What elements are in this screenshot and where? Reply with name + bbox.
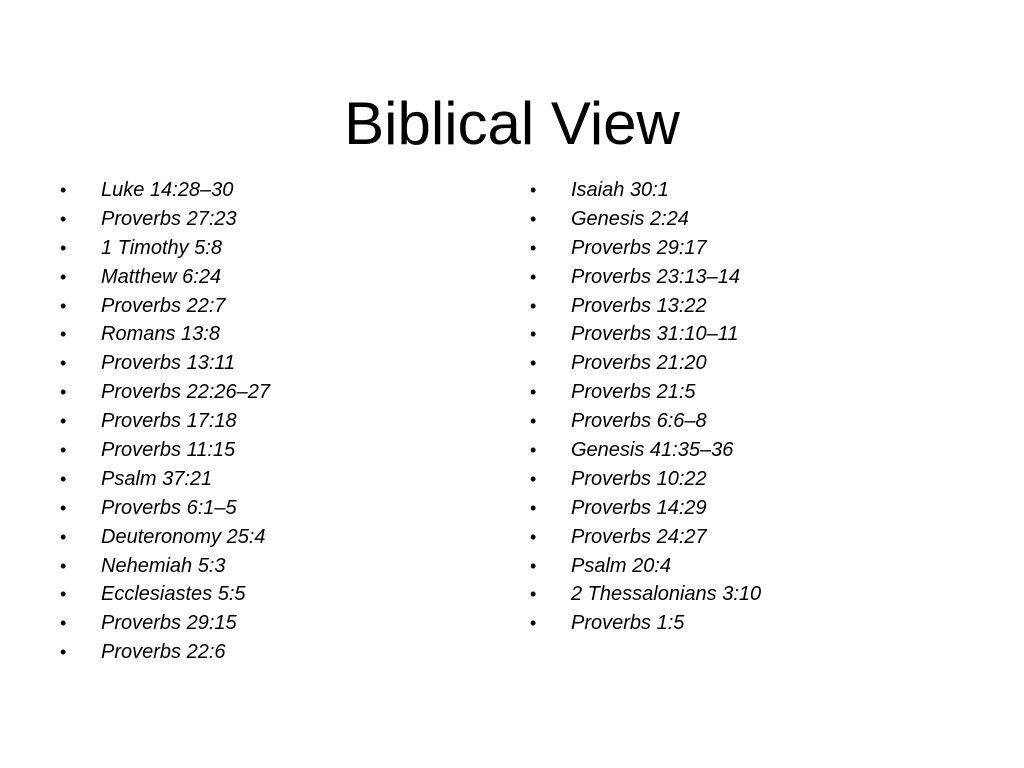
- list-item: [526, 234, 956, 263]
- list-item: [526, 176, 956, 205]
- scripture-reference: Psalm 20:4: [571, 554, 672, 577]
- scripture-reference: Proverbs 6:6–8: [571, 410, 707, 433]
- bullet-icon: •: [530, 613, 537, 634]
- scripture-reference: Isaiah 30:1: [571, 179, 669, 201]
- list-item: [526, 609, 956, 638]
- scripture-reference: Luke 14:28–30: [101, 179, 234, 201]
- list-item: [56, 580, 486, 609]
- list-item: [526, 523, 956, 552]
- list-item: [56, 494, 486, 523]
- bullet-icon: •: [60, 324, 67, 345]
- scripture-reference: Proverbs 6:1–5: [101, 496, 237, 519]
- list-item: [56, 292, 486, 321]
- list-item: [526, 292, 956, 321]
- bullet-icon: •: [530, 440, 537, 461]
- bullet-icon: •: [60, 266, 67, 287]
- list-item: [56, 638, 486, 667]
- bullet-icon: •: [60, 411, 67, 432]
- list-item: [526, 378, 956, 407]
- list-item: [526, 263, 956, 292]
- list-item: [56, 378, 486, 407]
- list-item: [56, 176, 486, 205]
- scripture-reference: Proverbs 21:5: [571, 381, 696, 404]
- scripture-reference: Ecclesiastes 5:5: [101, 583, 246, 606]
- bullet-icon: •: [60, 526, 67, 547]
- bullet-icon: •: [60, 584, 67, 605]
- scripture-reference: Proverbs 29:15: [101, 612, 237, 635]
- list-item: [56, 349, 486, 378]
- scripture-reference: Nehemiah 5:3: [101, 554, 226, 577]
- list-item: [526, 436, 956, 465]
- list-item: [526, 465, 956, 494]
- scripture-reference: 1 Timothy 5:8: [101, 236, 222, 259]
- bullet-icon: •: [530, 266, 537, 287]
- scripture-reference: Matthew 6:24: [101, 265, 222, 288]
- bullet-icon: •: [530, 237, 537, 258]
- scripture-reference: Proverbs 11:15: [101, 439, 236, 462]
- bullet-icon: •: [60, 497, 67, 518]
- bullet-icon: •: [530, 584, 537, 605]
- scripture-reference: Proverbs 1:5: [571, 612, 685, 635]
- scripture-reference: Genesis 2:24: [571, 207, 689, 230]
- list-item: [56, 320, 486, 349]
- list-item: [56, 263, 486, 292]
- bullet-icon: •: [530, 324, 537, 345]
- list-item: [526, 580, 956, 609]
- bullet-icon: •: [530, 208, 537, 229]
- list-item: [526, 349, 956, 378]
- bullet-icon: •: [60, 295, 67, 316]
- scripture-reference: Proverbs 22:7: [101, 294, 226, 317]
- slide-title: Biblical View: [344, 90, 680, 157]
- scripture-reference: Proverbs 27:23: [101, 207, 237, 230]
- bullet-icon: •: [60, 208, 67, 229]
- bullet-icon: •: [60, 468, 67, 489]
- scripture-reference: Proverbs 24:27: [571, 525, 707, 548]
- list-item: [56, 609, 486, 638]
- scripture-reference: Proverbs 31:10–11: [571, 323, 739, 346]
- scripture-reference: Proverbs 10:22: [571, 467, 707, 490]
- bullet-icon: •: [530, 555, 537, 576]
- bullet-icon: •: [530, 353, 537, 374]
- list-item: [56, 205, 486, 234]
- bullet-icon: •: [530, 295, 537, 316]
- bullet-icon: •: [60, 353, 67, 374]
- scripture-reference: Deuteronomy 25:4: [101, 525, 266, 548]
- bullet-icon: •: [530, 382, 537, 403]
- list-item: [56, 523, 486, 552]
- scripture-reference: Psalm 37:21: [101, 467, 213, 490]
- scripture-reference: Proverbs 14:29: [571, 496, 707, 519]
- bullet-icon: •: [530, 411, 537, 432]
- list-item: [526, 320, 956, 349]
- bullet-icon: •: [60, 642, 67, 663]
- scripture-reference: Proverbs 23:13–14: [571, 265, 741, 288]
- scripture-reference: Proverbs 22:26–27: [101, 381, 271, 404]
- list-item: [56, 465, 486, 494]
- scripture-reference: Proverbs 17:18: [101, 410, 237, 433]
- scripture-reference: Romans 13:8: [101, 323, 220, 346]
- list-item: [526, 205, 956, 234]
- scripture-reference: Proverbs 13:11: [101, 352, 236, 375]
- bullet-icon: •: [60, 613, 67, 634]
- list-item: [526, 552, 956, 581]
- scripture-reference: Proverbs 22:6: [101, 641, 226, 664]
- list-item: [56, 436, 486, 465]
- list-item: [526, 407, 956, 436]
- list-item: [526, 494, 956, 523]
- scripture-reference: Proverbs 21:20: [571, 352, 707, 375]
- bullet-icon: •: [530, 497, 537, 518]
- right-reference-list: [526, 176, 956, 638]
- bullet-icon: •: [60, 440, 67, 461]
- list-item: [56, 234, 486, 263]
- bullet-icon: •: [60, 237, 67, 258]
- bullet-icon: •: [530, 180, 537, 200]
- scripture-reference: Proverbs 29:17: [571, 236, 707, 259]
- bullet-icon: •: [530, 468, 537, 489]
- left-reference-list: [56, 176, 486, 667]
- list-item: [56, 407, 486, 436]
- bullet-icon: •: [60, 180, 67, 200]
- scripture-reference: Genesis 41:35–36: [571, 439, 734, 462]
- bullet-icon: •: [530, 526, 537, 547]
- scripture-reference: Proverbs 13:22: [571, 294, 707, 317]
- bullet-icon: •: [60, 382, 67, 403]
- scripture-reference: 2 Thessalonians 3:10: [571, 583, 762, 606]
- bullet-icon: •: [60, 555, 67, 576]
- list-item: [56, 552, 486, 581]
